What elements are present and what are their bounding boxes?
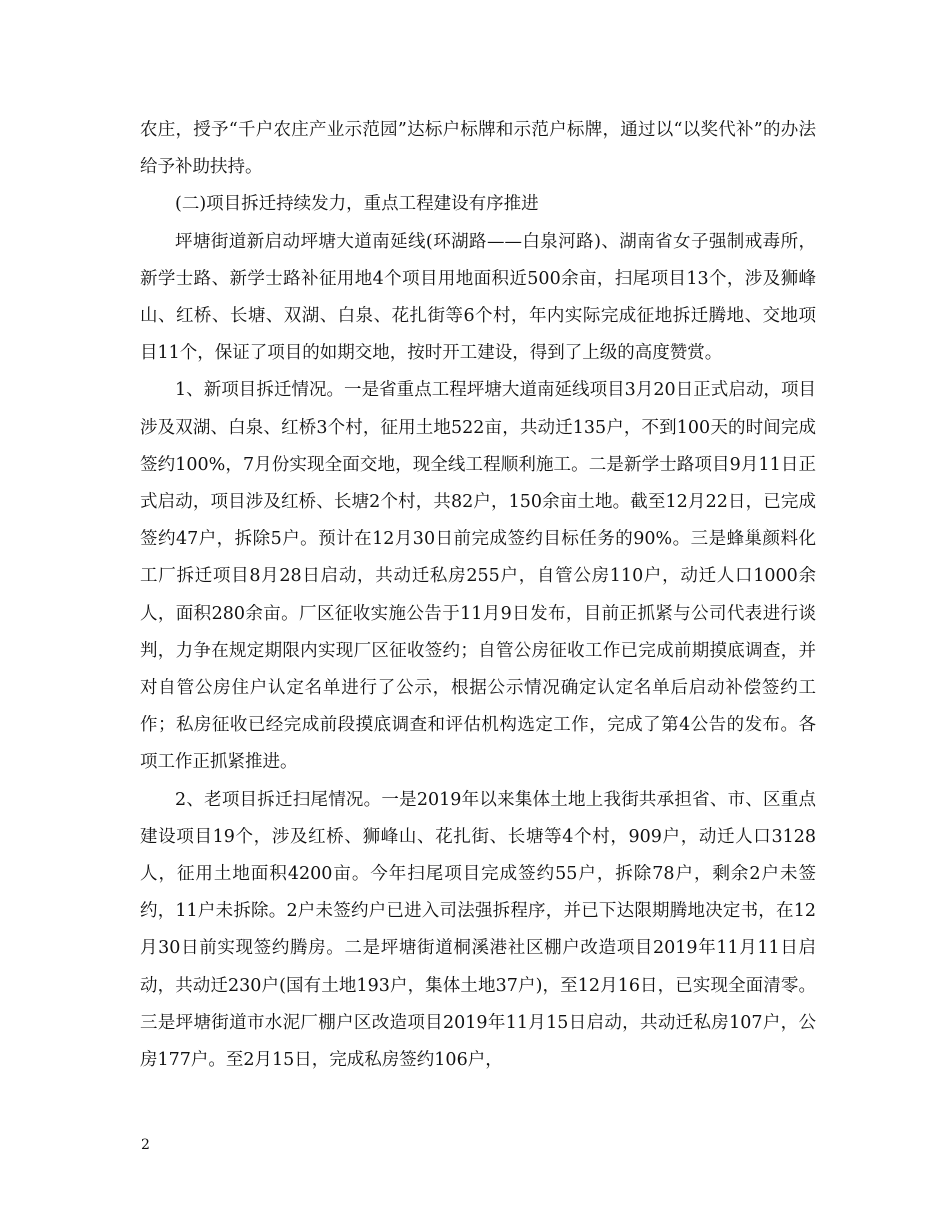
section-heading: (二)项目拆迁持续发力，重点工程建设有序推进 <box>175 194 539 215</box>
page-number: 2 <box>141 1137 150 1153</box>
paragraph-overview: 坪塘街道新启动坪塘大道南延线(环湖路——白泉河路)、湖南省女子强制戒毒所，新学士路、新学士路补征用地4个项目用地面积近500余亩，扫尾项目13个，涉及狮峰山、红桥、长塘、双湖、白泉、花扎街等6个村，年内实际完成征地拆迁腾地、交地项目11个，保证了项目的如期交地，按时开工建设，得到了上级的高度赞赏。 <box>140 231 816 364</box>
paragraph-old-projects: 2、老项目拆迁扫尾情况。一是2019年以来集体土地上我街共承担省、市、区重点建设项目19个，涉及红桥、狮峰山、花扎街、长塘等4个村，909户，动迁人口3128人，征用土地面积4200亩。今年扫尾项目完成签约55户，拆除78户，剩余2户未签约，11户未拆除。2户未签约户已进入司法强拆程序，并已下达限期腾地决定书，在12月30日前实现签约腾房。二是坪塘街道桐溪港社区棚户改造项目2019年11月11日启动，共动迁230户(国有土地193户，集体土地37户)，至12月16日，已实现全面清零。三是坪塘街道市水泥厂棚户区改造项目2019年11月15日启动，共动迁私房107户，公房177户。至2月15日，完成私房签约106户， <box>140 789 816 1071</box>
paragraph-new-projects: 1、新项目拆迁情况。一是省重点工程坪塘大道南延线项目3月20日正式启动，项目涉及双湖、白泉、红桥3个村，征用土地522亩，共动迁135户，不到100天的时间完成签约100%，7月份实现全面交地，现全线工程顺利施工。二是新学士路项目9月11日正式启动，项目涉及红桥、长塘2个村，共82户，150余亩土地。截至12月22日，已完成签约47户，拆除5户。预计在12月30日前完成签约目标任务的90%。三是蜂巢颜料化工厂拆迁项目8月28日启动，共动迁私房255户，自管公房110户，动迁人口1000余人，面积280余亩。厂区征收实施公告于11月9日发布，目前正抓紧与公司代表进行谈判，力争在规定期限内实现厂区征收签约；自管公房征收工作已完成前期摸底调查，并对自管公房住户认定名单进行了公示，根据公示情况确定认定名单后启动补偿签约工作；私房征收已经完成前段摸底调查和评估机构选定工作，完成了第4公告的发布。各项工作正抓紧推进。 <box>140 380 816 773</box>
document-body <box>140 112 816 1079</box>
paragraph-continuation: 农庄，授予“千户农庄产业示范园”达标户标牌和示范户标牌，通过以“以奖代补”的办法给予补助扶持。 <box>140 120 816 178</box>
